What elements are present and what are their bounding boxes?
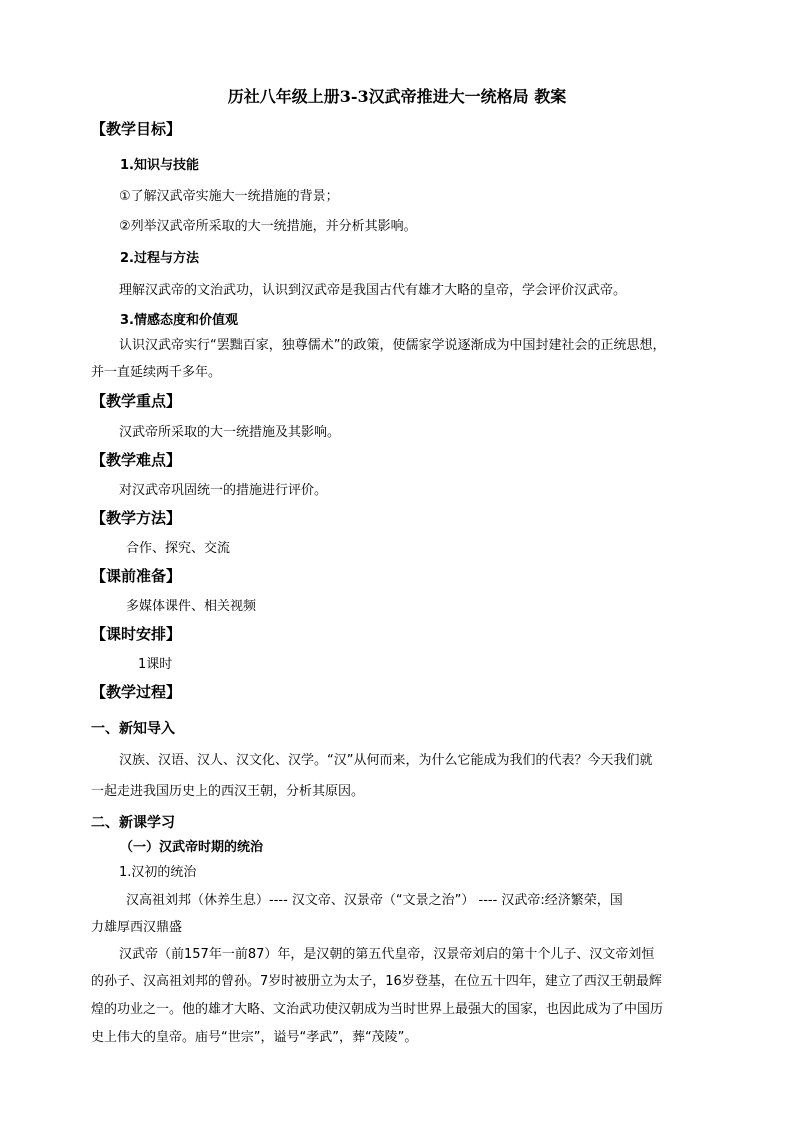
values-text-line-2: 并一直延续两千多年。 <box>91 365 222 380</box>
key-points-text: 汉武帝所采取的大一统措施及其影响。 <box>119 425 341 440</box>
lineage-text-line-1: 汉高祖刘邦（休养生息）---- 汉文帝、汉景帝（“文景之治”） ---- 汉武帝:经济繁荣，国 <box>126 893 623 908</box>
lineage-text-line-2: 力雄厚西汉鼎盛 <box>91 920 183 935</box>
bio-text-line-1: 汉武帝（前157年一前87）年，是汉朝的第五代皇帝，汉景帝刘启的第十个儿子、汉文帝刘恒 <box>119 947 655 962</box>
process-method-text: 理解汉武帝的文治武功，认识到汉武帝是我国古代有雄才大略的皇帝，学会评价汉武帝。 <box>119 283 627 298</box>
heading-intro: 一、新知导入 <box>91 721 175 737</box>
heading-difficulties: 【教学难点】 <box>91 451 182 469</box>
schedule-text: 1课时 <box>138 657 173 672</box>
page-title: 历社八年级上册3-3汉武帝推进大一统格局 教案 <box>227 87 567 106</box>
heading-methods: 【教学方法】 <box>91 509 182 527</box>
intro-text-line-1: 汉族、汉语、汉人、汉文化、汉学。“汉”从何而来，为什么它能成为我们的代表？今天我们就 <box>119 753 653 768</box>
values-text-line-1: 认识汉武帝实行“罢黜百家，独尊儒术”的政策，使儒家学说逐渐成为中国封建社会的正统思想， <box>119 338 666 353</box>
bio-text-line-2: 的孙子、汉高祖刘邦的曾孙。7岁时被册立为太子，16岁登基，在位五十四年，建立了西汉王朝最辉 <box>91 974 662 989</box>
heading-process: 【教学过程】 <box>91 683 182 701</box>
bio-text-line-4: 史上伟大的皇帝。庙号“世宗”，谥号“孝武”，葬“茂陵”。 <box>91 1030 418 1045</box>
goal-item-1: ①了解汉武帝实施大一统措施的背景； <box>119 189 339 204</box>
heading-new-lesson: 二、新课学习 <box>91 815 175 831</box>
subheading-process: 2.过程与方法 <box>120 251 199 266</box>
goal-item-2: ②列举汉武帝所采取的大一统措施，并分析其影响。 <box>119 219 417 234</box>
heading-preparation: 【课前准备】 <box>91 567 182 585</box>
subheading-values: 3.情感态度和价值观 <box>120 313 238 328</box>
intro-text-line-2: 一起走进我国历史上的西汉王朝，分析其原因。 <box>91 784 365 799</box>
methods-text: 合作、探究、交流 <box>126 541 231 556</box>
heading-key-points: 【教学重点】 <box>91 392 182 410</box>
heading-schedule: 【课时安排】 <box>91 625 182 643</box>
heading-goals: 【教学目标】 <box>91 120 182 138</box>
preparation-text: 多媒体课件、相关视频 <box>126 599 257 614</box>
item-early-han: 1.汉初的统治 <box>119 865 197 880</box>
bio-text-line-3: 煌的功业之一。他的雄才大略、文治武功使汉朝成为当时世界上最强大的国家，也因此成为了中国历 <box>91 1002 664 1017</box>
subheading-knowledge: 1.知识与技能 <box>120 158 199 173</box>
difficulties-text: 对汉武帝巩固统一的措施进行评价。 <box>119 483 328 498</box>
subheading-reign: （一）汉武帝时期的统治 <box>120 840 264 855</box>
